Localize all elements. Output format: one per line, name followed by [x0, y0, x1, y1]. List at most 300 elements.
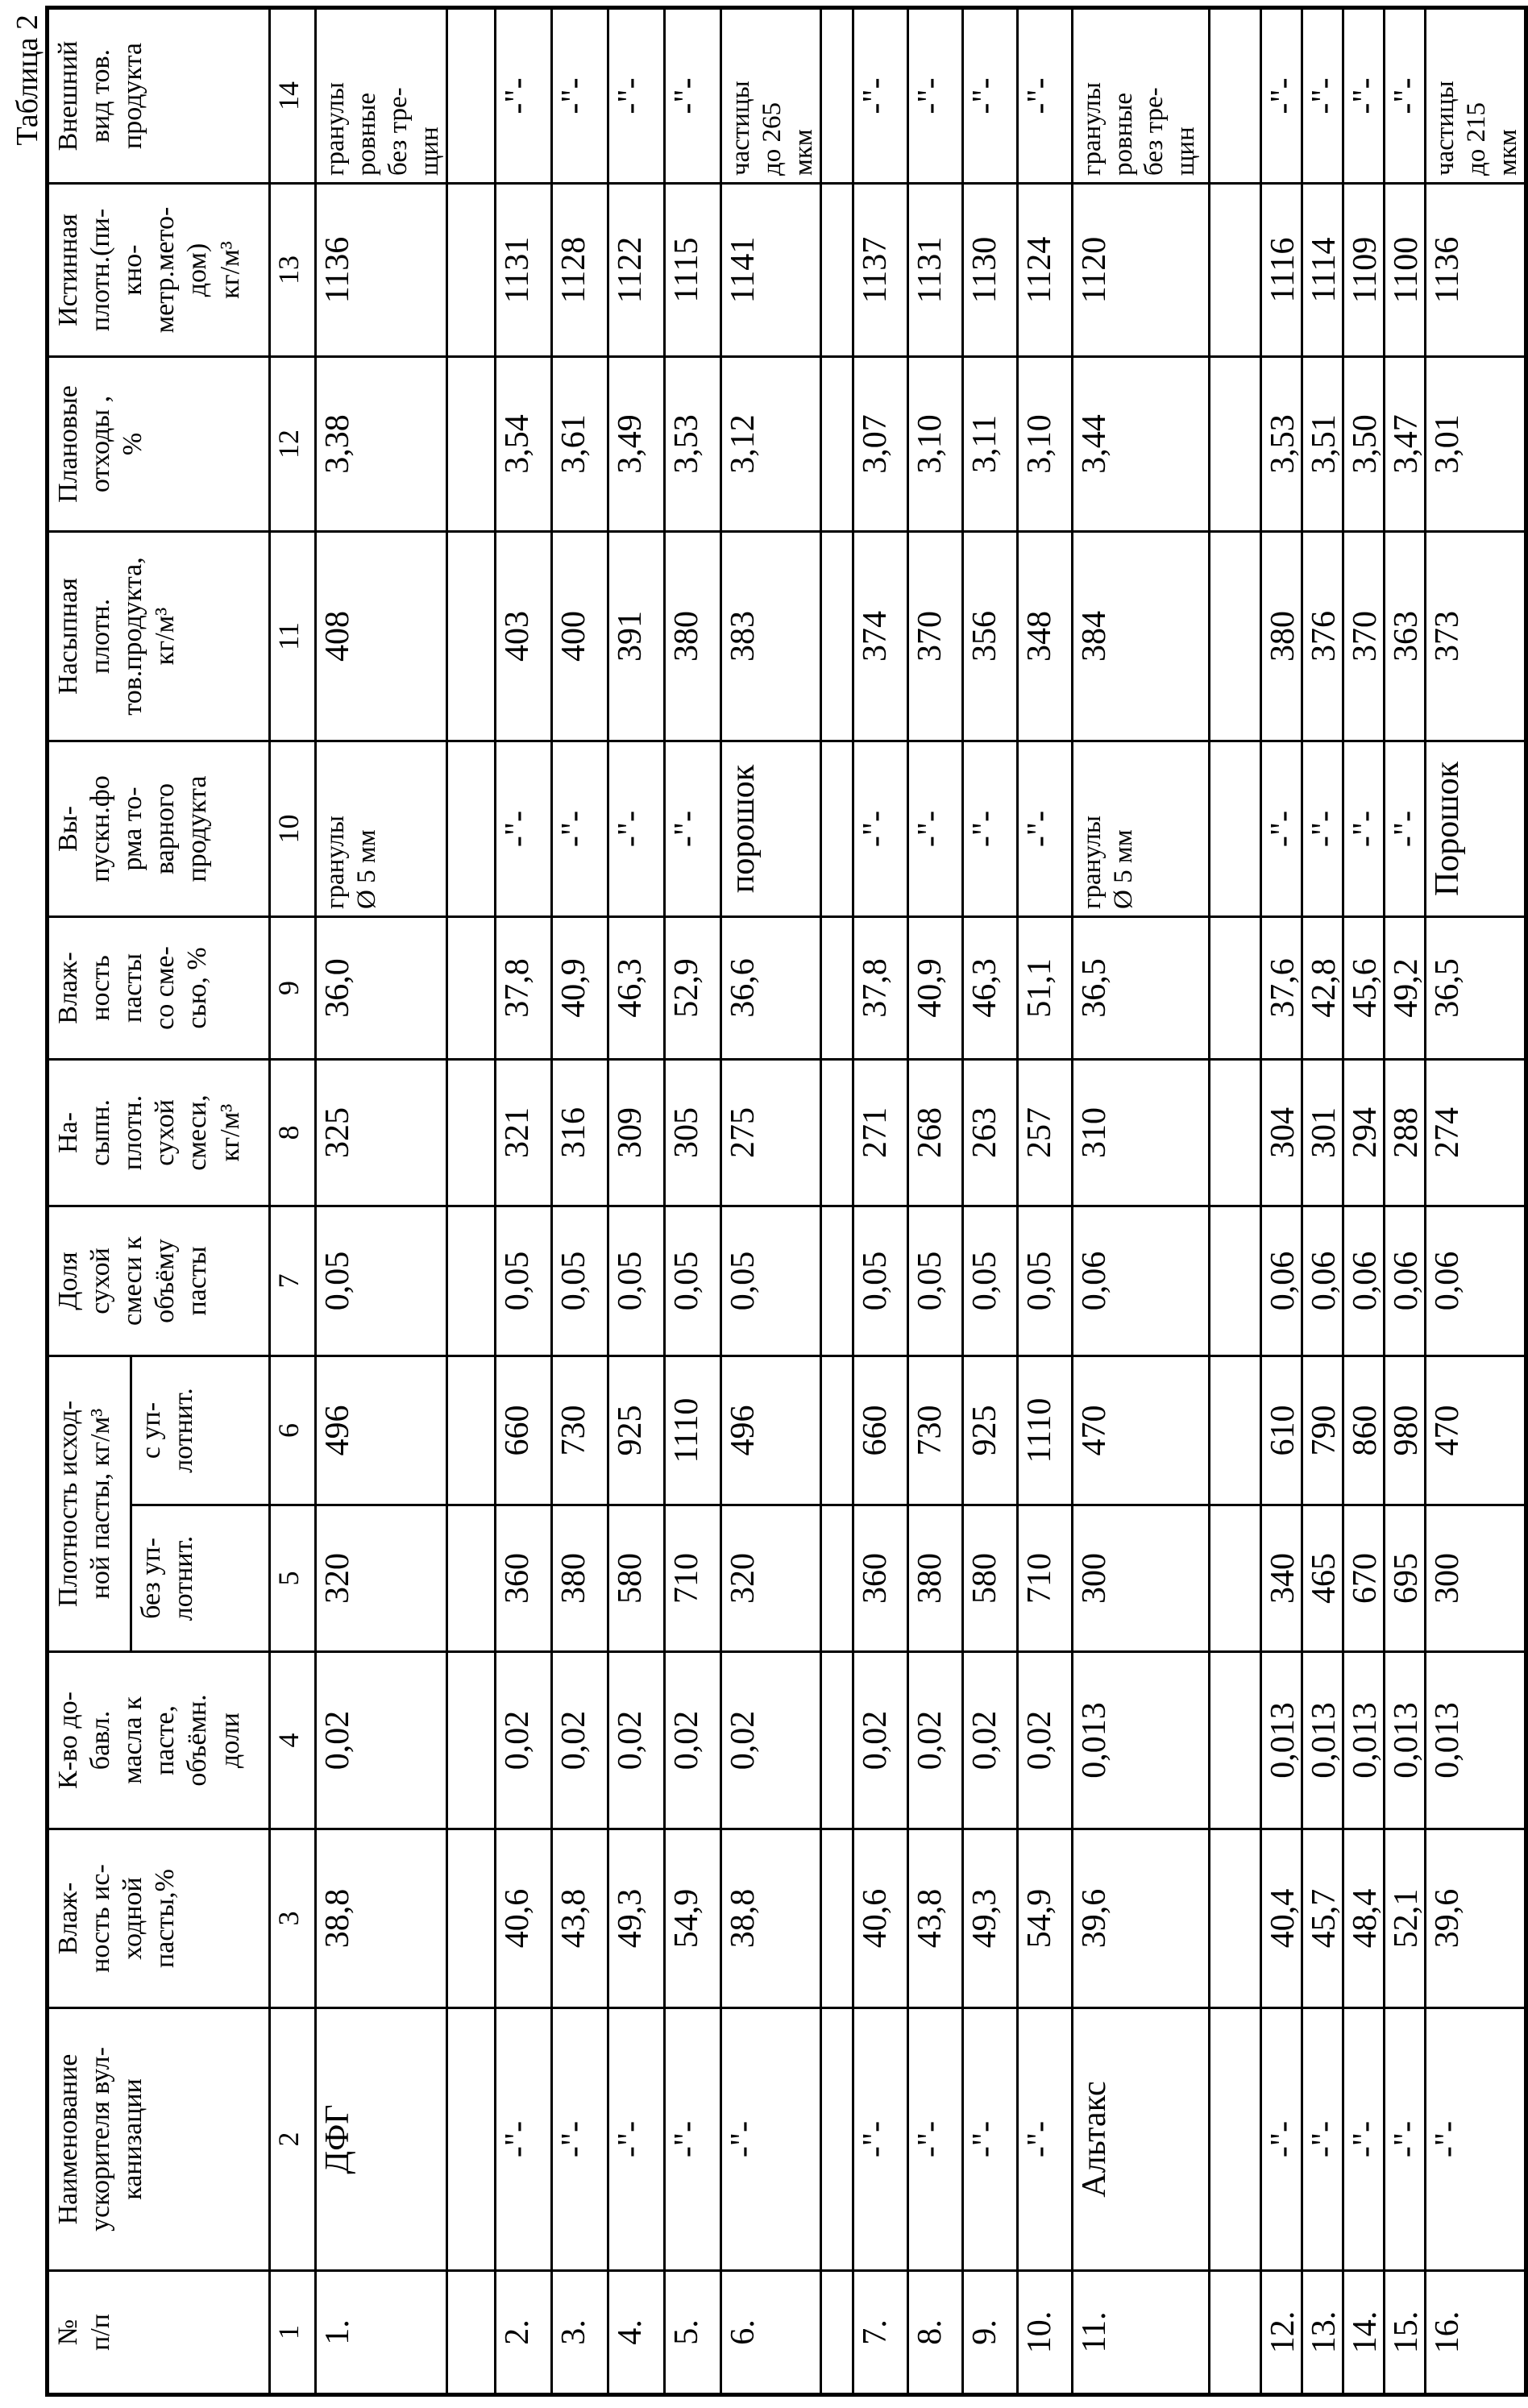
cell-c3: 49,3	[962, 1829, 1017, 2008]
column-number: 13	[270, 184, 316, 357]
cell-c12: 3,61	[551, 357, 608, 532]
cell-c8: 325	[316, 1060, 447, 1206]
cell-c7: 0,05	[551, 1206, 608, 1356]
cell-c3: 54,9	[664, 1829, 720, 2008]
cell-c9: 37,6	[1260, 917, 1302, 1060]
cell-c8: 321	[495, 1060, 551, 1206]
table-row	[316, 8, 447, 2395]
cell-c3	[446, 1829, 495, 2008]
cell-c6	[1209, 1356, 1260, 1505]
table-row	[1072, 8, 1209, 2395]
cell-c10	[820, 741, 853, 917]
cell-c14: -"-	[664, 8, 720, 184]
cell-c13: 1130	[962, 184, 1017, 357]
cell-c2: -"-	[1343, 2008, 1384, 2271]
cell-c4: 0,02	[608, 1652, 664, 1829]
cell-c13: 1115	[664, 184, 720, 357]
cell-c12: 3,53	[1260, 357, 1302, 532]
cell-c8	[820, 1060, 853, 1206]
cell-c12	[1209, 357, 1260, 532]
cell-c6: 980	[1384, 1356, 1425, 1505]
cell-c13: 1124	[1017, 184, 1072, 357]
cell-c14: гранулы ровные без тре- щин	[316, 8, 447, 184]
cell-c6: 610	[1260, 1356, 1302, 1505]
cell-c14: -"-	[551, 8, 608, 184]
cell-c8: 310	[1072, 1060, 1209, 1206]
cell-c11: 363	[1384, 532, 1425, 741]
cell-c10: -"-	[1302, 741, 1343, 917]
header-row-labels	[48, 8, 131, 2395]
cell-c6: 730	[907, 1356, 962, 1505]
cell-c11: 370	[1343, 532, 1384, 741]
cell-c2: -"-	[1017, 2008, 1072, 2271]
cell-c9: 45,6	[1343, 917, 1384, 1060]
cell-c13: 1141	[720, 184, 820, 357]
cell-c5: 670	[1343, 1505, 1384, 1652]
cell-c11: 384	[1072, 532, 1209, 741]
cell-c4: 0,02	[962, 1652, 1017, 1829]
cell-c13: 1100	[1384, 184, 1425, 357]
cell-c13	[820, 184, 853, 357]
cell-c4	[820, 1652, 853, 1829]
cell-c6: 790	[1302, 1356, 1343, 1505]
cell-c12: 3,49	[608, 357, 664, 532]
header-with-compactor: с уп- лотнит.	[131, 1356, 270, 1505]
cell-c8: 294	[1343, 1060, 1384, 1206]
cell-c6	[446, 1356, 495, 1505]
cell-c10: -"-	[1343, 741, 1384, 917]
cell-c4: 0,02	[907, 1652, 962, 1829]
table-row	[853, 8, 907, 2395]
cell-c14: частицы до 215 мкм	[1425, 8, 1526, 184]
cell-c12: 3,12	[720, 357, 820, 532]
cell-c13: 1122	[608, 184, 664, 357]
cell-c4: 0,02	[495, 1652, 551, 1829]
cell-c6: 496	[316, 1356, 447, 1505]
cell-c2: ДФГ	[316, 2008, 447, 2271]
cell-c1: 2.	[495, 2271, 551, 2395]
cell-c3: 45,7	[1302, 1829, 1343, 2008]
cell-c11: 391	[608, 532, 664, 741]
cell-c5: 300	[1425, 1505, 1526, 1652]
cell-c3: 43,8	[551, 1829, 608, 2008]
cell-c2: -"-	[720, 2008, 820, 2271]
cell-c3: 52,1	[1384, 1829, 1425, 2008]
cell-c1: 14.	[1343, 2271, 1384, 2395]
cell-c13: 1137	[853, 184, 907, 357]
cell-c7: 0,06	[1302, 1206, 1343, 1356]
cell-c8	[446, 1060, 495, 1206]
cell-c12: 3,01	[1425, 357, 1526, 532]
cell-c4	[1209, 1652, 1260, 1829]
cell-c1: 8.	[907, 2271, 962, 2395]
column-number: 1	[270, 2271, 316, 2395]
cell-c4: 0,02	[720, 1652, 820, 1829]
cell-c4: 0,013	[1260, 1652, 1302, 1829]
column-number: 8	[270, 1060, 316, 1206]
cell-c11: 380	[664, 532, 720, 741]
cell-c8: 268	[907, 1060, 962, 1206]
cell-c6: 730	[551, 1356, 608, 1505]
column-number: 5	[270, 1505, 316, 1652]
cell-c1: 9.	[962, 2271, 1017, 2395]
cell-c7: 0,05	[1017, 1206, 1072, 1356]
cell-c1: 13.	[1302, 2271, 1343, 2395]
cell-c6: 496	[720, 1356, 820, 1505]
cell-c2: -"-	[907, 2008, 962, 2271]
table-row	[907, 8, 962, 2395]
cell-c10: гранулы Ø 5 мм	[1072, 741, 1209, 917]
header-without-compactor: без уп- лотнит.	[131, 1505, 270, 1652]
cell-c5: 465	[1302, 1505, 1343, 1652]
cell-c1: 5.	[664, 2271, 720, 2395]
cell-c7: 0,05	[853, 1206, 907, 1356]
cell-c7	[1209, 1206, 1260, 1356]
cell-c12: 3,54	[495, 357, 551, 532]
cell-c5	[446, 1505, 495, 1652]
column-number: 3	[270, 1829, 316, 2008]
cell-c3: 48,4	[1343, 1829, 1384, 2008]
cell-c11: 373	[1425, 532, 1526, 741]
column-number: 12	[270, 357, 316, 532]
cell-c3: 40,6	[495, 1829, 551, 2008]
header-product-bulk-density: Насыпная плотн. тов.продукта, кг/м³	[48, 532, 270, 741]
cell-c8: 257	[1017, 1060, 1072, 1206]
cell-c3: 40,6	[853, 1829, 907, 2008]
cell-c7: 0,06	[1072, 1206, 1209, 1356]
table-row	[1302, 8, 1343, 2395]
table-row	[608, 8, 664, 2395]
cell-c2	[446, 2008, 495, 2271]
cell-c4: 0,02	[664, 1652, 720, 1829]
cell-c2: Альтакс	[1072, 2008, 1209, 2271]
cell-c1: 15.	[1384, 2271, 1425, 2395]
header-planned-waste: Плановые отходы , %	[48, 357, 270, 532]
cell-c10: Порошок	[1425, 741, 1526, 917]
cell-c10: -"-	[551, 741, 608, 917]
cell-c9: 36,0	[316, 917, 447, 1060]
cell-c13: 1131	[907, 184, 962, 357]
cell-c3	[1209, 1829, 1260, 2008]
cell-c10: -"-	[1017, 741, 1072, 917]
column-number: 10	[270, 741, 316, 917]
cell-c5: 380	[907, 1505, 962, 1652]
cell-c3: 39,6	[1072, 1829, 1209, 2008]
cell-c3: 38,8	[720, 1829, 820, 2008]
cell-c6: 660	[495, 1356, 551, 1505]
cell-c12	[446, 357, 495, 532]
cell-c2: -"-	[962, 2008, 1017, 2271]
cell-c11: 408	[316, 532, 447, 741]
cell-c10: -"-	[608, 741, 664, 917]
cell-c7: 0,05	[664, 1206, 720, 1356]
cell-c2: -"-	[608, 2008, 664, 2271]
cell-c7: 0,05	[720, 1206, 820, 1356]
cell-c1: 12.	[1260, 2271, 1302, 2395]
cell-c9: 40,9	[551, 917, 608, 1060]
cell-c11: 380	[1260, 532, 1302, 741]
column-number: 2	[270, 2008, 316, 2271]
cell-c12: 3,38	[316, 357, 447, 532]
cell-c6: 1110	[664, 1356, 720, 1505]
cell-c2: -"-	[1302, 2008, 1343, 2271]
cell-c7: 0,05	[316, 1206, 447, 1356]
cell-c11: 376	[1302, 532, 1343, 741]
cell-c4: 0,02	[316, 1652, 447, 1829]
cell-c7: 0,06	[1425, 1206, 1526, 1356]
rotated-page	[10, 10, 1522, 2397]
cell-c11: 348	[1017, 532, 1072, 741]
cell-c7	[446, 1206, 495, 1356]
cell-c12: 3,10	[907, 357, 962, 532]
header-accelerator-name: Наименование ускорителя вул- канизации	[48, 2008, 270, 2271]
cell-c2: -"-	[1425, 2008, 1526, 2271]
cell-c7: 0,05	[962, 1206, 1017, 1356]
cell-c5: 340	[1260, 1505, 1302, 1652]
cell-c8	[1209, 1060, 1260, 1206]
separator-row	[1209, 8, 1260, 2395]
cell-c9: 49,2	[1384, 917, 1425, 1060]
cell-c14: -"-	[1343, 8, 1384, 184]
cell-c9: 36,6	[720, 917, 820, 1060]
cell-c1	[446, 2271, 495, 2395]
cell-c3: 43,8	[907, 1829, 962, 2008]
cell-c8: 316	[551, 1060, 608, 1206]
column-number: 4	[270, 1652, 316, 1829]
cell-c5: 380	[551, 1505, 608, 1652]
cell-c1: 6.	[720, 2271, 820, 2395]
cell-c4: 0,02	[1017, 1652, 1072, 1829]
separator-row	[820, 8, 853, 2395]
cell-c13: 1116	[1260, 184, 1302, 357]
cell-c10: -"-	[1260, 741, 1302, 917]
header-true-density: Истинная плотн.(пи- кно- метр.мето- дом) кг/м³	[48, 184, 270, 357]
cell-c13: 1128	[551, 184, 608, 357]
cell-c12: 3,51	[1302, 357, 1343, 532]
header-initial-paste-density-group: Плотность исход- ной пасты, кг/м³	[48, 1356, 131, 1652]
cell-c3: 54,9	[1017, 1829, 1072, 2008]
cell-c3: 39,6	[1425, 1829, 1526, 2008]
cell-c13	[1209, 184, 1260, 357]
header-oil-amount: К-во до- бавл. масла к пасте, объёмн. доли	[48, 1652, 270, 1829]
column-number-row	[270, 8, 316, 2395]
cell-c13: 1136	[1425, 184, 1526, 357]
cell-c12: 3,07	[853, 357, 907, 532]
cell-c7: 0,06	[1260, 1206, 1302, 1356]
cell-c1: 1.	[316, 2271, 447, 2395]
table-row	[1343, 8, 1384, 2395]
cell-c12: 3,47	[1384, 357, 1425, 532]
table-row	[1384, 8, 1425, 2395]
cell-c9: 42,8	[1302, 917, 1343, 1060]
cell-c9: 46,3	[608, 917, 664, 1060]
cell-c10	[1209, 741, 1260, 917]
cell-c14: -"-	[495, 8, 551, 184]
table-row	[551, 8, 608, 2395]
cell-c14: -"-	[907, 8, 962, 184]
cell-c2: -"-	[1384, 2008, 1425, 2271]
cell-c4: 0,013	[1343, 1652, 1384, 1829]
cell-c13: 1114	[1302, 184, 1343, 357]
cell-c7	[820, 1206, 853, 1356]
cell-c4: 0,013	[1384, 1652, 1425, 1829]
cell-c3: 38,8	[316, 1829, 447, 2008]
cell-c8: 304	[1260, 1060, 1302, 1206]
cell-c8: 263	[962, 1060, 1017, 1206]
separator-row	[446, 8, 495, 2395]
cell-c3: 49,3	[608, 1829, 664, 2008]
cell-c12: 3,11	[962, 357, 1017, 532]
cell-c1: 3.	[551, 2271, 608, 2395]
header-dry-mix-fraction: Доля сухой смеси к объёму пасты	[48, 1206, 270, 1356]
cell-c9	[1209, 917, 1260, 1060]
cell-c3	[820, 1829, 853, 2008]
cell-c4: 0,02	[853, 1652, 907, 1829]
cell-c13: 1136	[316, 184, 447, 357]
cell-c14: -"-	[1017, 8, 1072, 184]
cell-c9	[820, 917, 853, 1060]
cell-c3: 40,4	[1260, 1829, 1302, 2008]
cell-c10: порошок	[720, 741, 820, 917]
cell-c2: -"-	[551, 2008, 608, 2271]
cell-c1: 10.	[1017, 2271, 1072, 2395]
column-number: 9	[270, 917, 316, 1060]
cell-c14: частицы до 265 мкм	[720, 8, 820, 184]
cell-c9: 52,9	[664, 917, 720, 1060]
cell-c5: 360	[495, 1505, 551, 1652]
cell-c7: 0,06	[1384, 1206, 1425, 1356]
cell-c7: 0,05	[907, 1206, 962, 1356]
header-dry-mix-bulk-density: На- сыпн. плотн. сухой смеси, кг/м³	[48, 1060, 270, 1206]
header-initial-paste-moisture: Влаж- ность ис- ходной пасты,%	[48, 1829, 270, 2008]
cell-c2	[820, 2008, 853, 2271]
header-product-output-form: Вы- пускн.фо рма то- варного продукта	[48, 741, 270, 917]
cell-c1: 16.	[1425, 2271, 1526, 2395]
cell-c6: 660	[853, 1356, 907, 1505]
cell-c14: -"-	[1302, 8, 1343, 184]
cell-c5: 300	[1072, 1505, 1209, 1652]
cell-c11: 370	[907, 532, 962, 741]
cell-c11: 383	[720, 532, 820, 741]
cell-c10: -"-	[664, 741, 720, 917]
cell-c8: 275	[720, 1060, 820, 1206]
cell-c14: гранулы ровные без тре- щин	[1072, 8, 1209, 184]
cell-c11: 400	[551, 532, 608, 741]
header-product-appearance: Внешний вид тов. продукта	[48, 8, 270, 184]
cell-c14: -"-	[1260, 8, 1302, 184]
table-row	[664, 8, 720, 2395]
cell-c2: -"-	[495, 2008, 551, 2271]
cell-c12: 3,44	[1072, 357, 1209, 532]
cell-c1	[1209, 2271, 1260, 2395]
cell-c5: 580	[608, 1505, 664, 1652]
cell-c6: 925	[608, 1356, 664, 1505]
cell-c8: 288	[1384, 1060, 1425, 1206]
header-paste-mix-moisture: Влаж- ность пасты со сме- сью, %	[48, 917, 270, 1060]
cell-c1: 7.	[853, 2271, 907, 2395]
cell-c9: 46,3	[962, 917, 1017, 1060]
cell-c9: 51,1	[1017, 917, 1072, 1060]
cell-c13: 1131	[495, 184, 551, 357]
cell-c5: 580	[962, 1505, 1017, 1652]
column-number: 7	[270, 1206, 316, 1356]
cell-c5: 360	[853, 1505, 907, 1652]
cell-c4	[446, 1652, 495, 1829]
cell-c1: 11.	[1072, 2271, 1209, 2395]
cell-c6: 1110	[1017, 1356, 1072, 1505]
cell-c4: 0,013	[1302, 1652, 1343, 1829]
cell-c11	[820, 532, 853, 741]
cell-c14	[1209, 8, 1260, 184]
cell-c10: -"-	[962, 741, 1017, 917]
cell-c9: 36,5	[1072, 917, 1209, 1060]
cell-c7: 0,06	[1343, 1206, 1384, 1356]
cell-c10: -"-	[495, 741, 551, 917]
cell-c5: 695	[1384, 1505, 1425, 1652]
cell-c8: 305	[664, 1060, 720, 1206]
cell-c9: 36,5	[1425, 917, 1526, 1060]
table-row	[1017, 8, 1072, 2395]
cell-c5: 320	[316, 1505, 447, 1652]
cell-c8: 309	[608, 1060, 664, 1206]
cell-c4: 0,02	[551, 1652, 608, 1829]
cell-c9	[446, 917, 495, 1060]
cell-c1: 4.	[608, 2271, 664, 2395]
cell-c8: 274	[1425, 1060, 1526, 1206]
cell-c10: -"-	[853, 741, 907, 917]
cell-c11: 403	[495, 532, 551, 741]
cell-c4: 0,013	[1072, 1652, 1209, 1829]
cell-c2: -"-	[1260, 2008, 1302, 2271]
cell-c12	[820, 357, 853, 532]
table-row	[720, 8, 820, 2395]
cell-c5: 710	[664, 1505, 720, 1652]
column-number: 6	[270, 1356, 316, 1505]
cell-c9: 40,9	[907, 917, 962, 1060]
table-row	[1260, 8, 1302, 2395]
cell-c8: 301	[1302, 1060, 1343, 1206]
cell-c2: -"-	[853, 2008, 907, 2271]
cell-c6	[820, 1356, 853, 1505]
table-row	[1425, 8, 1526, 2395]
cell-c14	[820, 8, 853, 184]
cell-c14: -"-	[962, 8, 1017, 184]
cell-c14: -"-	[853, 8, 907, 184]
cell-c7: 0,05	[608, 1206, 664, 1356]
cell-c5: 710	[1017, 1505, 1072, 1652]
cell-c14: -"-	[1384, 8, 1425, 184]
cell-c1	[820, 2271, 853, 2395]
cell-c6: 470	[1425, 1356, 1526, 1505]
cell-c13: 1109	[1343, 184, 1384, 357]
cell-c11: 356	[962, 532, 1017, 741]
cell-c6: 860	[1343, 1356, 1384, 1505]
cell-c7: 0,05	[495, 1206, 551, 1356]
cell-c6: 925	[962, 1356, 1017, 1505]
cell-c2	[1209, 2008, 1260, 2271]
cell-c9: 37,8	[853, 917, 907, 1060]
cell-c10: -"-	[907, 741, 962, 917]
cell-c11	[1209, 532, 1260, 741]
cell-c5	[820, 1505, 853, 1652]
table-row	[495, 8, 551, 2395]
cell-c5	[1209, 1505, 1260, 1652]
cell-c6: 470	[1072, 1356, 1209, 1505]
cell-c13	[446, 184, 495, 357]
cell-c12: 3,10	[1017, 357, 1072, 532]
header-col-number: № п/п	[48, 2271, 270, 2395]
cell-c10: гранулы Ø 5 мм	[316, 741, 447, 917]
